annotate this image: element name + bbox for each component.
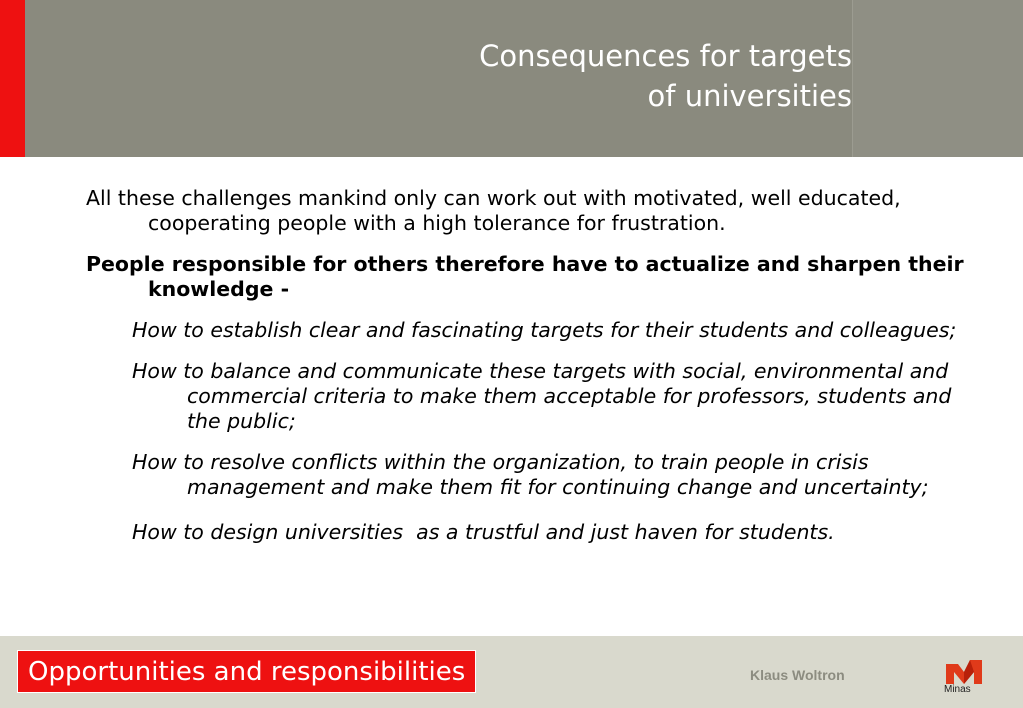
author-name: Klaus Woltron bbox=[750, 667, 845, 683]
point-item: How to design universities as a trustful and just haven for students. bbox=[132, 520, 835, 544]
red-accent-bar bbox=[0, 0, 25, 157]
header-right-panel bbox=[852, 0, 1023, 157]
title-line-2: of universities bbox=[647, 79, 852, 113]
title-line-1: Consequences for targets bbox=[479, 39, 852, 73]
logo-text: Minas bbox=[944, 684, 971, 695]
point-item: How to establish clear and fascinating targets for their students and colleagues; bbox=[132, 318, 957, 342]
bold-statement: People responsible for others therefore have to actualize and sharpen their knowledge - bbox=[86, 252, 964, 301]
slide-title bbox=[479, 36, 852, 116]
slide-body bbox=[86, 186, 976, 561]
point-item: How to balance and communicate these targets with social, environmental and commercial criteria to make them acceptable for professors, students and the public; bbox=[132, 359, 952, 433]
point-item: How to resolve conflicts within the organization, to train people in crisis management and make them fit for continuing change and uncertainty; bbox=[132, 450, 929, 499]
intro-paragraph: All these challenges mankind only can work out with motivated, well educated, cooperating people with a high tolerance for frustration. bbox=[86, 186, 901, 235]
footer-label: Opportunities and responsibilities bbox=[17, 650, 476, 693]
